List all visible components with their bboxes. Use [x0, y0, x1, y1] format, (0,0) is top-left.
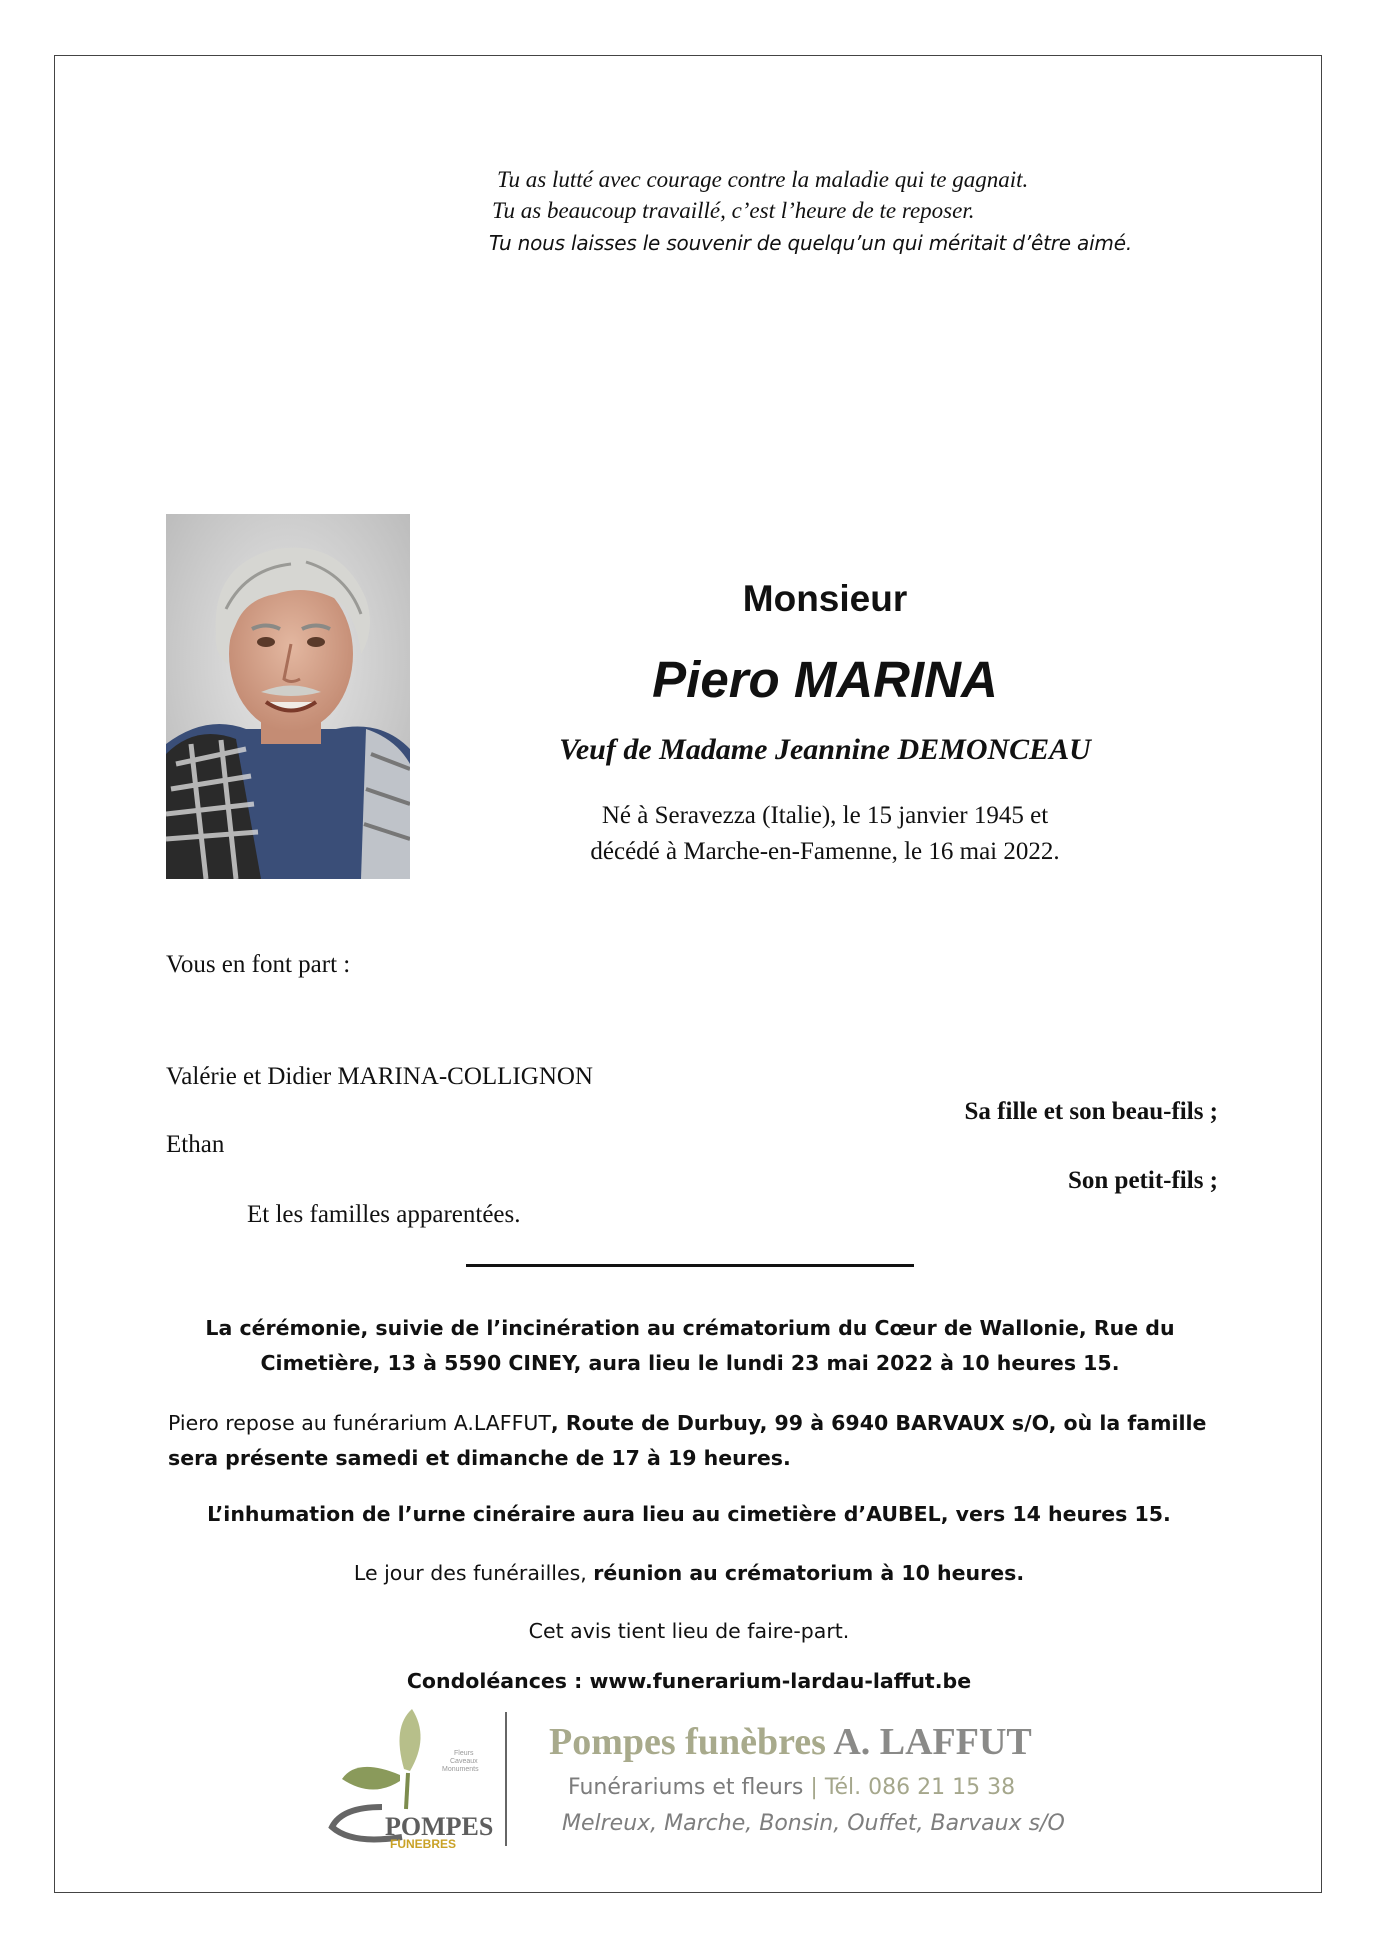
family-member-relation: Sa fille et son beau-fils ;: [964, 1098, 1218, 1125]
company-logo: [312, 1707, 512, 1849]
family-member-relation: Son petit-fils ;: [1068, 1167, 1218, 1194]
meeting-plain: Le jour des funérailles,: [353, 1561, 594, 1585]
died-line: décédé à Marche-en-Famenne, le 16 mai 2022.: [590, 838, 1060, 865]
announcement-intro: Vous en font part :: [166, 951, 351, 978]
family-member-name: Valérie et Didier MARINA-COLLIGNON: [166, 1063, 593, 1090]
services-separator: |: [810, 1775, 818, 1800]
company-name: A. LAFFUT: [833, 1721, 1032, 1763]
portrait-photo: [166, 514, 410, 879]
notice-line: Cet avis tient lieu de faire-part.: [528, 1619, 850, 1643]
condolences-link[interactable]: Condoléances : www.funerarium-lardau-laffut.be: [406, 1669, 972, 1693]
honorific: Monsieur: [742, 578, 908, 619]
phone-number: Tél. 086 21 15 38: [824, 1775, 1016, 1800]
divider-line: [466, 1264, 914, 1267]
company-locations: Melreux, Marche, Bonsin, Ouffet, Barvaux s/O: [562, 1811, 1065, 1836]
inhumation-info: L’inhumation de l’urne cinéraire aura lieu au cimetière d’AUBEL, vers 14 heures 15.: [207, 1502, 1171, 1526]
family-member-name: Ethan: [166, 1131, 225, 1158]
rest-info-plain: Piero repose au funérarium A.LAFFUT: [168, 1411, 551, 1435]
logo-small-2: Caveaux: [450, 1758, 478, 1765]
rest-info-bold: , Route de Durbuy, 99 à 6940 BARVAUX s/O, où la famille sera présente samedi et dimanche de 17 à 19 heures.: [168, 1411, 1207, 1470]
company-services: [568, 1775, 1015, 1800]
ceremony-info: La cérémonie, suivie de l’incinération au crématorium du Cœur de Wallonie, Rue du Cimetière, 13 à 5590 CINEY, aura lieu le lundi 23 mai 2022 à 10 heures 15.: [205, 1316, 1175, 1375]
company-title: [549, 1720, 1032, 1764]
meeting-bold: réunion au crématorium à 10 heures.: [593, 1561, 1025, 1585]
rest-info: [168, 1406, 1220, 1476]
spouse-line: Veuf de Madame Jeannine DEMONCEAU: [559, 733, 1091, 766]
extended-family: Et les familles apparentées.: [247, 1201, 521, 1228]
logo-small-3: Monuments: [442, 1766, 479, 1773]
meeting-info: [160, 1556, 1218, 1591]
deceased-name: Piero MARINA: [652, 651, 998, 708]
logo-word-pompes: POMPES: [385, 1812, 494, 1841]
logo-separator: [505, 1712, 507, 1846]
birth-death-info: [430, 798, 1220, 870]
logo-small-1: Fleurs: [454, 1750, 474, 1757]
born-line: Né à Seravezza (Italie), le 15 janvier 1945 et: [601, 802, 1049, 829]
services-text: Funérariums et fleurs: [568, 1775, 804, 1800]
company-prefix: Pompes funèbres: [549, 1721, 834, 1763]
epitaph-line-3: Tu nous laisses le souvenir de quelqu’un qui méritait d’être aimé.: [489, 231, 1132, 255]
epitaph-line-2: Tu as beaucoup travaillé, c’est l’heure de te reposer.: [492, 198, 975, 223]
epitaph-line-1: Tu as lutté avec courage contre la maladie qui te gagnait.: [497, 167, 1029, 192]
logo-word-funebres: FUNEBRES: [390, 1837, 457, 1849]
